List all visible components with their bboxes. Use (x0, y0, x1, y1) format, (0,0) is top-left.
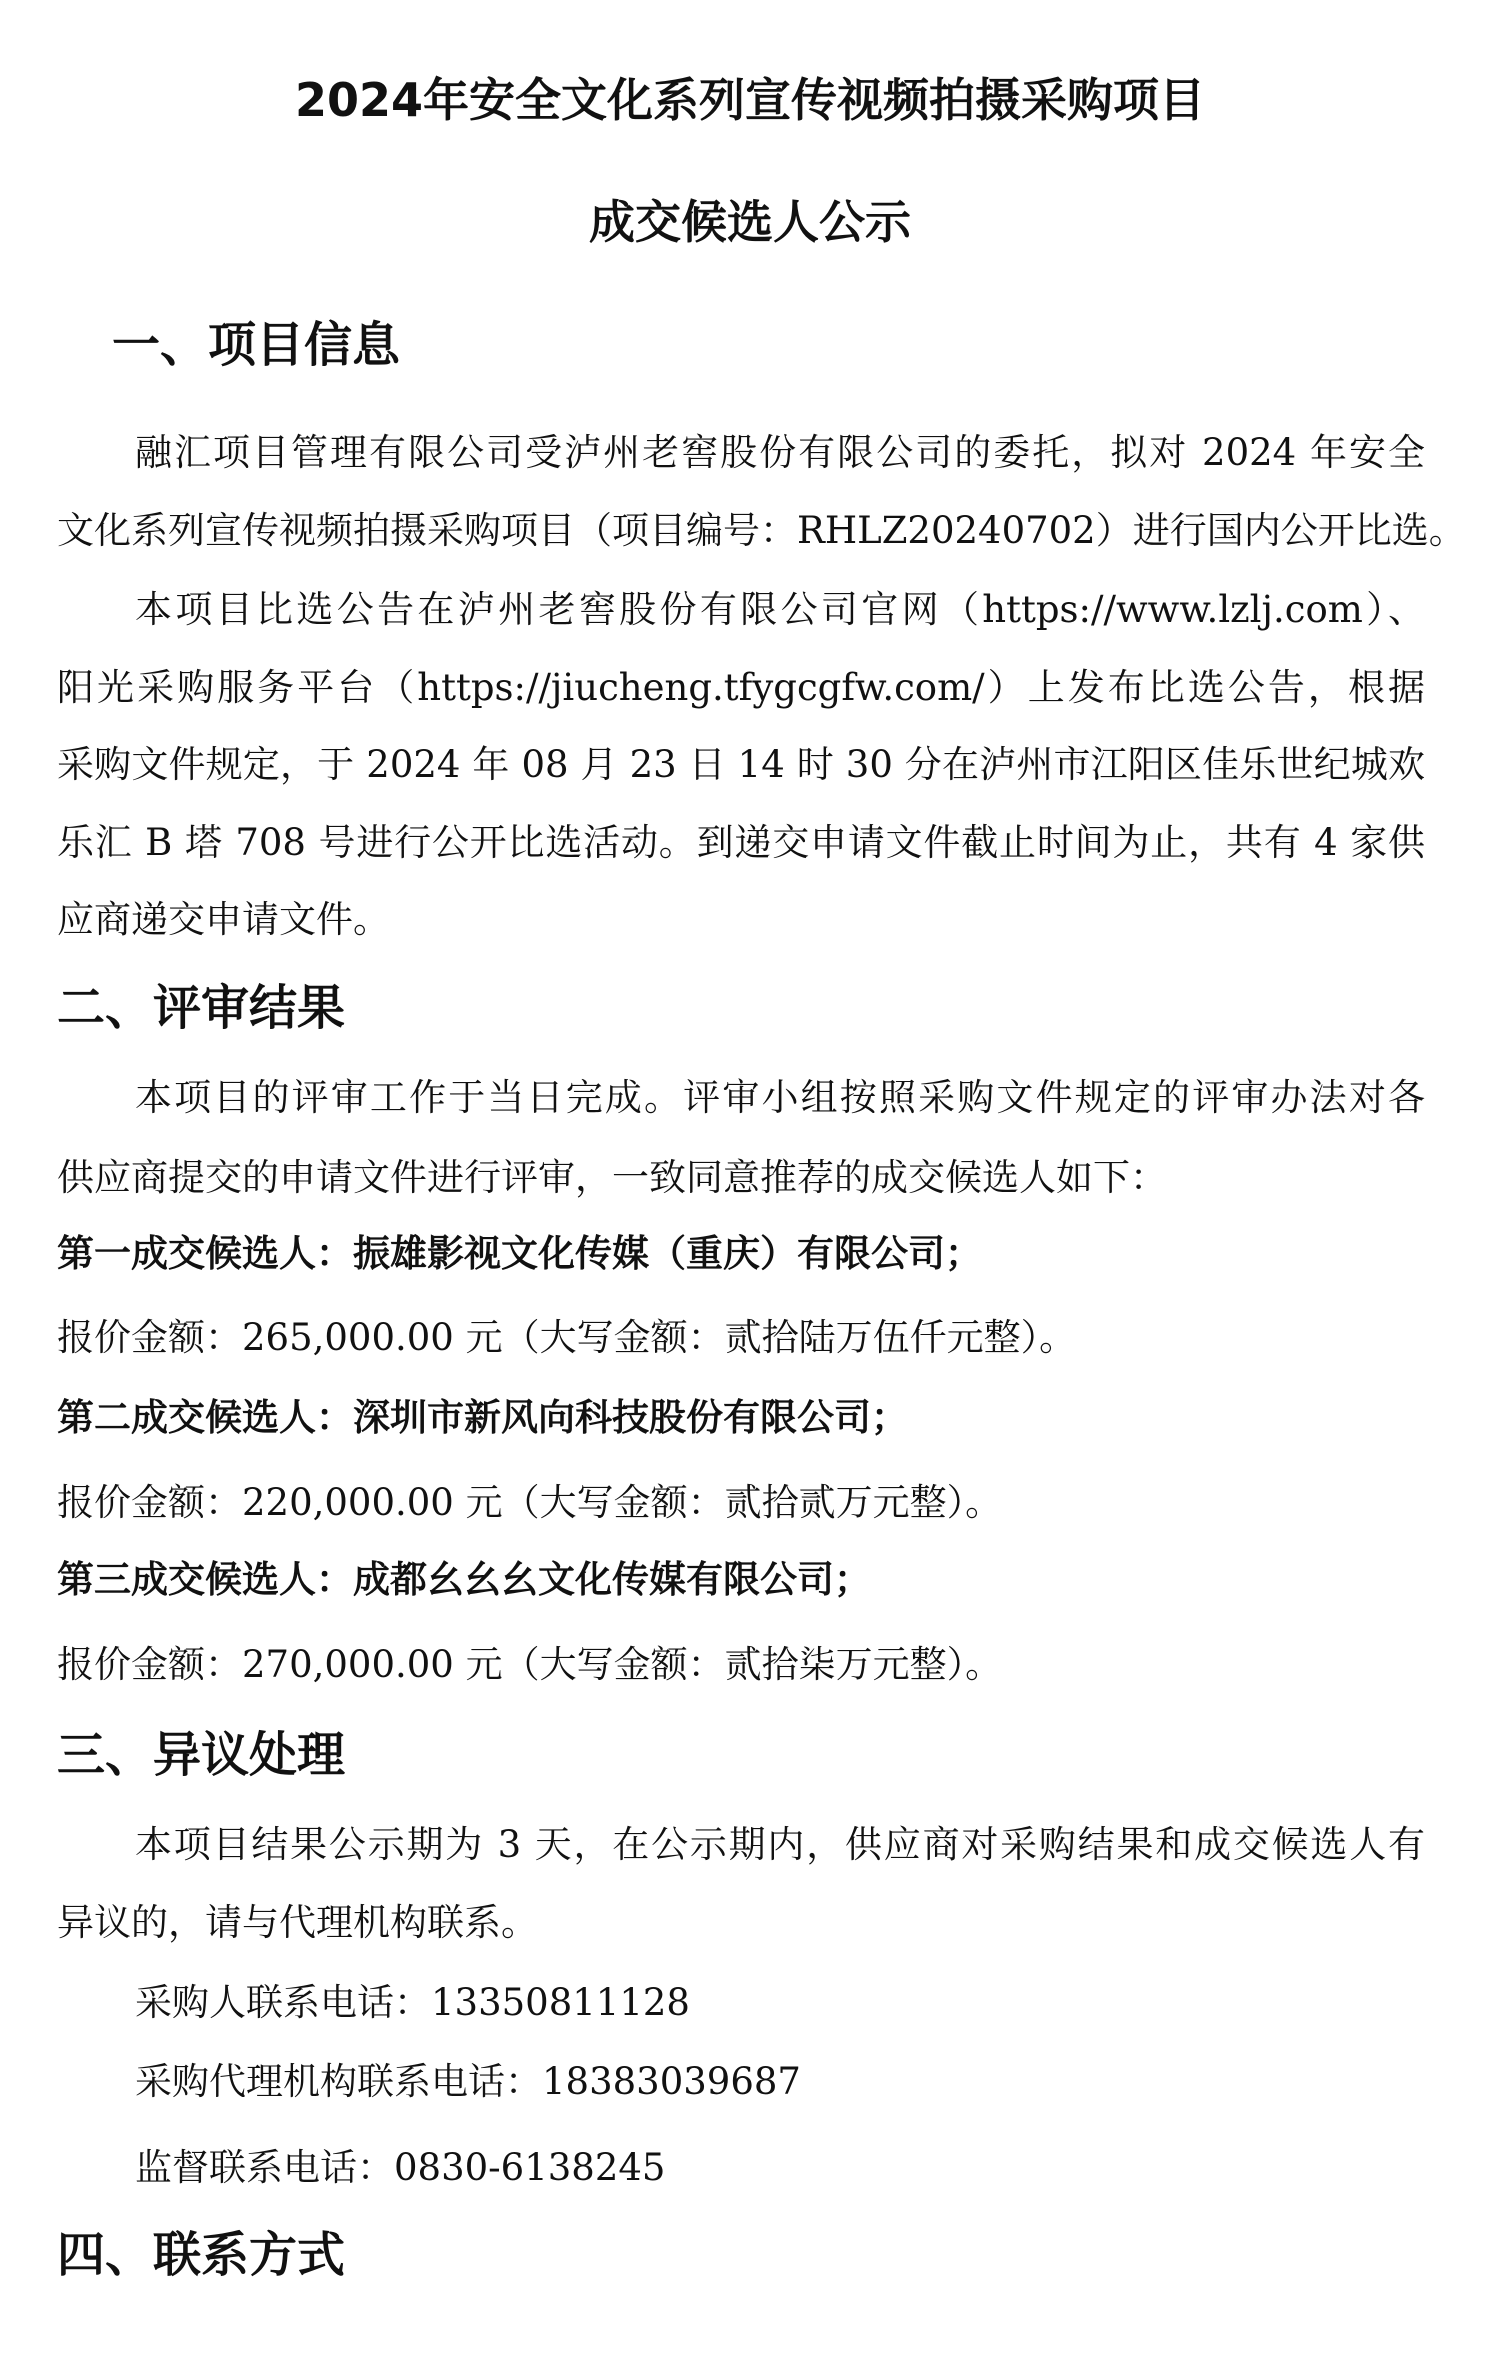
section-heading-project-info: 一、项目信息 (112, 317, 401, 373)
paragraph-line: 采购文件规定，于 2024 年 08 月 23 日 14 时 30 分在泸州市江阳区佳乐世纪城欢 (57, 743, 1425, 786)
candidate-1-label: 第一成交候选人：振雄影视文化传媒（重庆）有限公司； (57, 1232, 982, 1275)
candidate-3-label: 第三成交候选人：成都幺幺幺文化传媒有限公司； (57, 1558, 871, 1601)
candidate-2-label: 第二成交候选人：深圳市新风向科技股份有限公司； (57, 1396, 908, 1439)
paragraph-line: 阳光采购服务平台（https://jiucheng.tfygcgfw.com/）上发布比选公告，根据 (57, 666, 1425, 709)
document-subtitle: 成交候选人公示 (589, 195, 911, 249)
section-heading-review-result: 二、评审结果 (57, 980, 346, 1036)
paragraph-line: 本项目的评审工作于当日完成。评审小组按照采购文件规定的评审办法对各 (135, 1076, 1425, 1119)
document-title: 2024年安全文化系列宣传视频拍摄采购项目 (294, 73, 1206, 127)
section-heading-contact: 四、联系方式 (57, 2227, 346, 2283)
contact-agency-phone: 采购代理机构联系电话：18383039687 (135, 2060, 801, 2103)
candidate-1-price: 报价金额：265,000.00 元（大写金额：贰拾陆万伍仟元整）。 (57, 1316, 1077, 1359)
paragraph-line: 本项目比选公告在泸州老窖股份有限公司官网（https://www.lzlj.com）、 (135, 588, 1425, 631)
paragraph-line: 融汇项目管理有限公司受泸州老窖股份有限公司的委托，拟对 2024 年安全 (135, 431, 1425, 474)
paragraph-line: 异议的，请与代理机构联系。 (57, 1901, 538, 1944)
paragraph-line: 文化系列宣传视频拍摄采购项目（项目编号：RHLZ20240702）进行国内公开比选。 (57, 509, 1466, 552)
section-heading-objection: 三、异议处理 (57, 1727, 346, 1783)
paragraph-line: 本项目结果公示期为 3 天，在公示期内，供应商对采购结果和成交候选人有 (135, 1823, 1425, 1866)
candidate-2-price: 报价金额：220,000.00 元（大写金额：贰拾贰万元整）。 (57, 1481, 1003, 1524)
candidate-3-price: 报价金额：270,000.00 元（大写金额：贰拾柒万元整）。 (57, 1643, 1003, 1686)
paragraph-line: 乐汇 B 塔 708 号进行公开比选活动。到递交申请文件截止时间为止，共有 4 家供 (57, 821, 1425, 864)
contact-purchaser-phone: 采购人联系电话：13350811128 (135, 1981, 690, 2024)
paragraph-line: 供应商提交的申请文件进行评审，一致同意推荐的成交候选人如下： (57, 1156, 1167, 1199)
paragraph-line: 应商递交申请文件。 (57, 898, 390, 941)
contact-supervision-phone: 监督联系电话：0830-6138245 (135, 2146, 666, 2189)
